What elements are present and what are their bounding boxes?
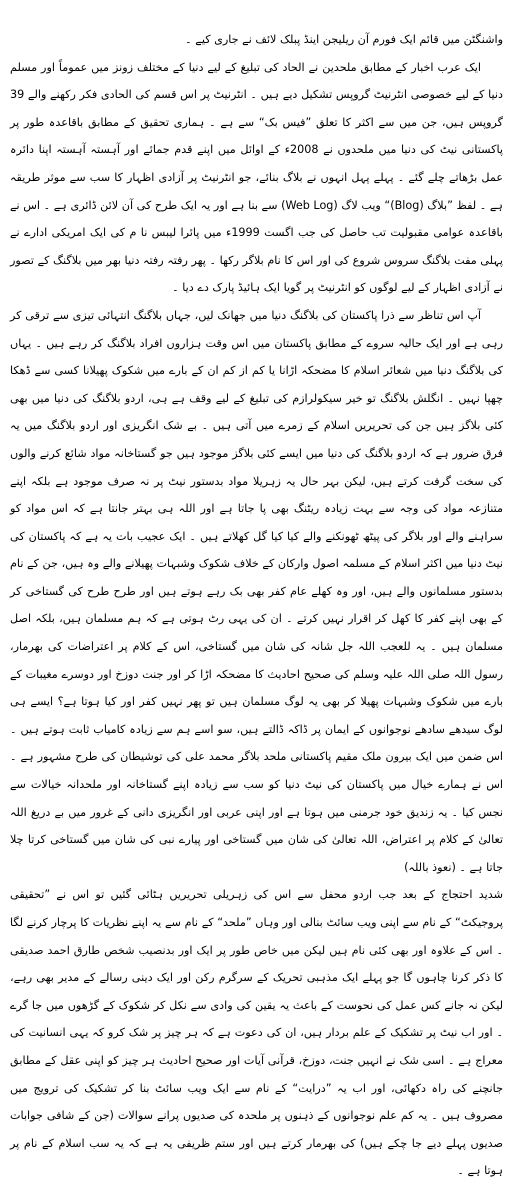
article-body [10, 26, 503, 1185]
paragraph-3: آپ اس تناظر سے ذرا پاکستان کی بلاگنگ دنیا میں جھانک لیں، جہاں بلاگنگ انتہائی تیزی سے ترقی کر رہی ہے اور ایک حالیہ سروے کے مطابق پاکستان میں اس وقت ہزاروں افراد بلاگنگ کر رہے ہیں ۔ یہاں کی بلاگنگ دنیا میں شعائر اسلام کا مضحکہ اڑانا یا کم از کم ان کے بارے میں شکوک پھیلانا کسی سے ڈھکا چھپا نہیں ۔ انگلش بلاگنگ تو خیر سیکولرازم کی تبلیغ کے لیے وقف ہے ہی، اردو بلاگنگ کی دنیا میں بھی کئی بلاگز ہیں جن کی تحریریں اسلام کے زمرے میں آتی ہیں ۔ بے شک انگریزی اور اردو بلاگنگ میں یہ فرق ضرور ہے کہ اردو بلاگنگ کی دنیا میں ایسے کئی بلاگز موجود ہیں جو گستاخانہ مواد شائع کرنے والوں کی سخت گرفت کرتے ہیں، لیکن بہر حال یہ زہریلا مواد بدستور نیٹ پر نہ صرف موجود ہے بلکہ اپنے متنازعہ مواد کی وجہ سے بہت زیادہ ریٹنگ بھی پا جاتا ہے اور اللہ ہی بہتر جانتا ہے کہ اس مواد کو سراہنے والے اور بلاگر کی پیٹھ ٹھونکنے والے کیا کیا گل کھلاتے ہیں ۔ ایک عجیب بات یہ ہے کہ پاکستان کی نیٹ دنیا میں اکثر اسلام کے مسلمہ اصول وارکان کے خلاف شکوک وشبہات پھیلانے والے وہ ہیں، جن کے نام بدستور مسلمانوں والے ہیں، اور وہ کھلے عام کفر بھی بک رہے ہوتے ہیں اور طرح طرح کی گستاخی کر کے بھی اپنے کفر کا کھل کر اقرار نہیں کرتے ۔ ان کی یہی رٹ ہوتی ہے کہ ہم مسلمان ہیں، بلکہ اصل مسلمان ہیں ۔ یہ للعجب اللہ جل شانہ کی شان میں گستاخی، اس کے کلام پر اعتراضات کی بھرمار، رسول اللہ صلی اللہ علیہ وسلم کی صحیح احادیث کا مضحکہ اڑا کر اور جنت دوزخ اور دوسرے مغیبات کے بارے میں شکوک وشبہات پھیلا کر بھی یہ لوگ مسلمان ہیں تو پھر نہیں کفر اور کیا ہوتا ہے؟ ایسے ہی لوگ سیدھے سادھے نوجوانوں کے ایمان پر ڈاکہ ڈالتے ہیں، سو اسے ہم سے زیادہ کامیاب ثابت ہوتے ہیں ۔ اس ضمن میں ایک بیرون ملک مقیم پاکستانی ملحد بلاگر محمد علی کی توشیطان کی طرح مشہور ہے ۔ اس نے ہمارے خیال میں پاکستان کی نیٹ دنیا کو سب سے زیادہ اپنے گستاخانہ اور ملحدانہ خیالات سے نجس کیا ۔ یہ زندیق خود جرمنی میں ہوتا ہے اور اپنی عربی اور انگریزی دانی کے غرور میں بے دریغ اللہ تعالیٰ کے کلام پر اعتراض، اللہ تعالیٰ کی شان میں گستاخی اور پیارے نبی کی شان میں گستاخی کرتا چلا جاتا ہے ۔ (نعوذ باللہ) [10, 308, 503, 874]
paragraph-2: ایک عرب اخبار کے مطابق ملحدین نے الحاد کی تبلیغ کے لیے دنیا کے مختلف زونز میں عموماً اور مسلم دنیا کے لیے خصوصی انٹرنیٹ گروپس تشکیل دیے ہیں ۔ انٹرنیٹ پر اس قسم کی الحادی فکر رکھنے والے 39 گروپس ہیں، جن میں سے اکثر کا تعلق ”فیس بک“ سے ہے ۔ ہماری تحقیق کے مطابق باقاعدہ طور پر پاکستانی نیٹ کی دنیا میں ملحدوں نے 2008ء کے اوائل میں اپنے قدم جمائے اور آہستہ آہستہ اپنا دائرہ عمل بڑھاتے چلے گئے ۔ پہلے پہل انہوں نے بلاگ بنائے، جو انٹرنیٹ پر آزادی اظہار کا سب سے موثر طریقہ ہے ۔ لفظ ”بلاگ (Blog)“ ویب لاگ (Web Log) سے بنا ہے اور یہ ایک طرح کی آن لائن ڈائری ہے ۔ اس نے باقاعدہ عوامی مقبولیت تب حاصل کی جب اگست 1999ء میں پائرا لیبس نا م کی ایک امریکی ادارے نے پہلی مفت بلاگنگ سروس شروع کی اور اس کا نام بلاگر رکھا ۔ پھر رفتہ رفتہ دنیا بھر میں بلاگنگ کے تصور نے آزادی اظہار کے لیے لوگوں کو انٹرنیٹ پر گویا ایک ہائیڈ پارک دے دیا ۔ [10, 60, 503, 295]
paragraph-4: شدید احتجاج کے بعد جب اردو محفل سے اس کی زہریلی تحریریں ہٹائی گئیں تو اس نے ”تحقیقی پروجیکٹ“ کے نام سے اپنی ویب سائٹ بنالی اور وہاں ”ملحد“ کے نام سے یہ اپنے نظریات کا پرچار کرنے لگا ۔ اس کے علاوہ اور بھی کئی نام ہیں لیکن میں خاص طور پر ایک اور بدنصیب شخص طارق احمد صدیقی کا ذکر کرنا چاہوں گا جو پہلے ایک مذہبی تحریک کے سرگرم رکن اور ایک دینی رسالے کے مدیر بھی رہے، لیکن نہ جانے کس عمل کی نحوست کے باعث یہ یقین کی وادی سے نکل کر شکوک کے گڑھوں میں جا گرے ۔ اور اب نیٹ پر تشکیک کے علم بردار ہیں، ان کی دعوت ہے کہ ہر چیز پر شک کرو کہ یہی انسانیت کی معراج ہے ۔ اسی شک نے انہیں جنت، دوزخ، قرآنی آیات اور صحیح احادیث ہر چیز کو اپنی عقل کے مطابق جانچنے کی راہ دکھائی، اور اب یہ ”درایت“ کے نام سے ایک ویب سائٹ بنا کر تشکیک کی ترویج میں مصروف ہیں ۔ یہ کم علم نوجوانوں کے ذہنوں پر ملحدہ کی صدیوں پرانے سوالات (جن کے شافی جوابات صدیوں پہلے دیے جا چکے ہیں) کی بھرمار کرتے ہیں اور ستم ظریفی یہ ہے کہ یہ سب اسلام کے نام پر ہوتا ہے ۔ [10, 888, 503, 1178]
paragraph-1: واشنگٹن میں قائم ایک فورم آن ریلیجن اینڈ پبلک لائف نے جاری کیے ۔ [185, 33, 503, 46]
